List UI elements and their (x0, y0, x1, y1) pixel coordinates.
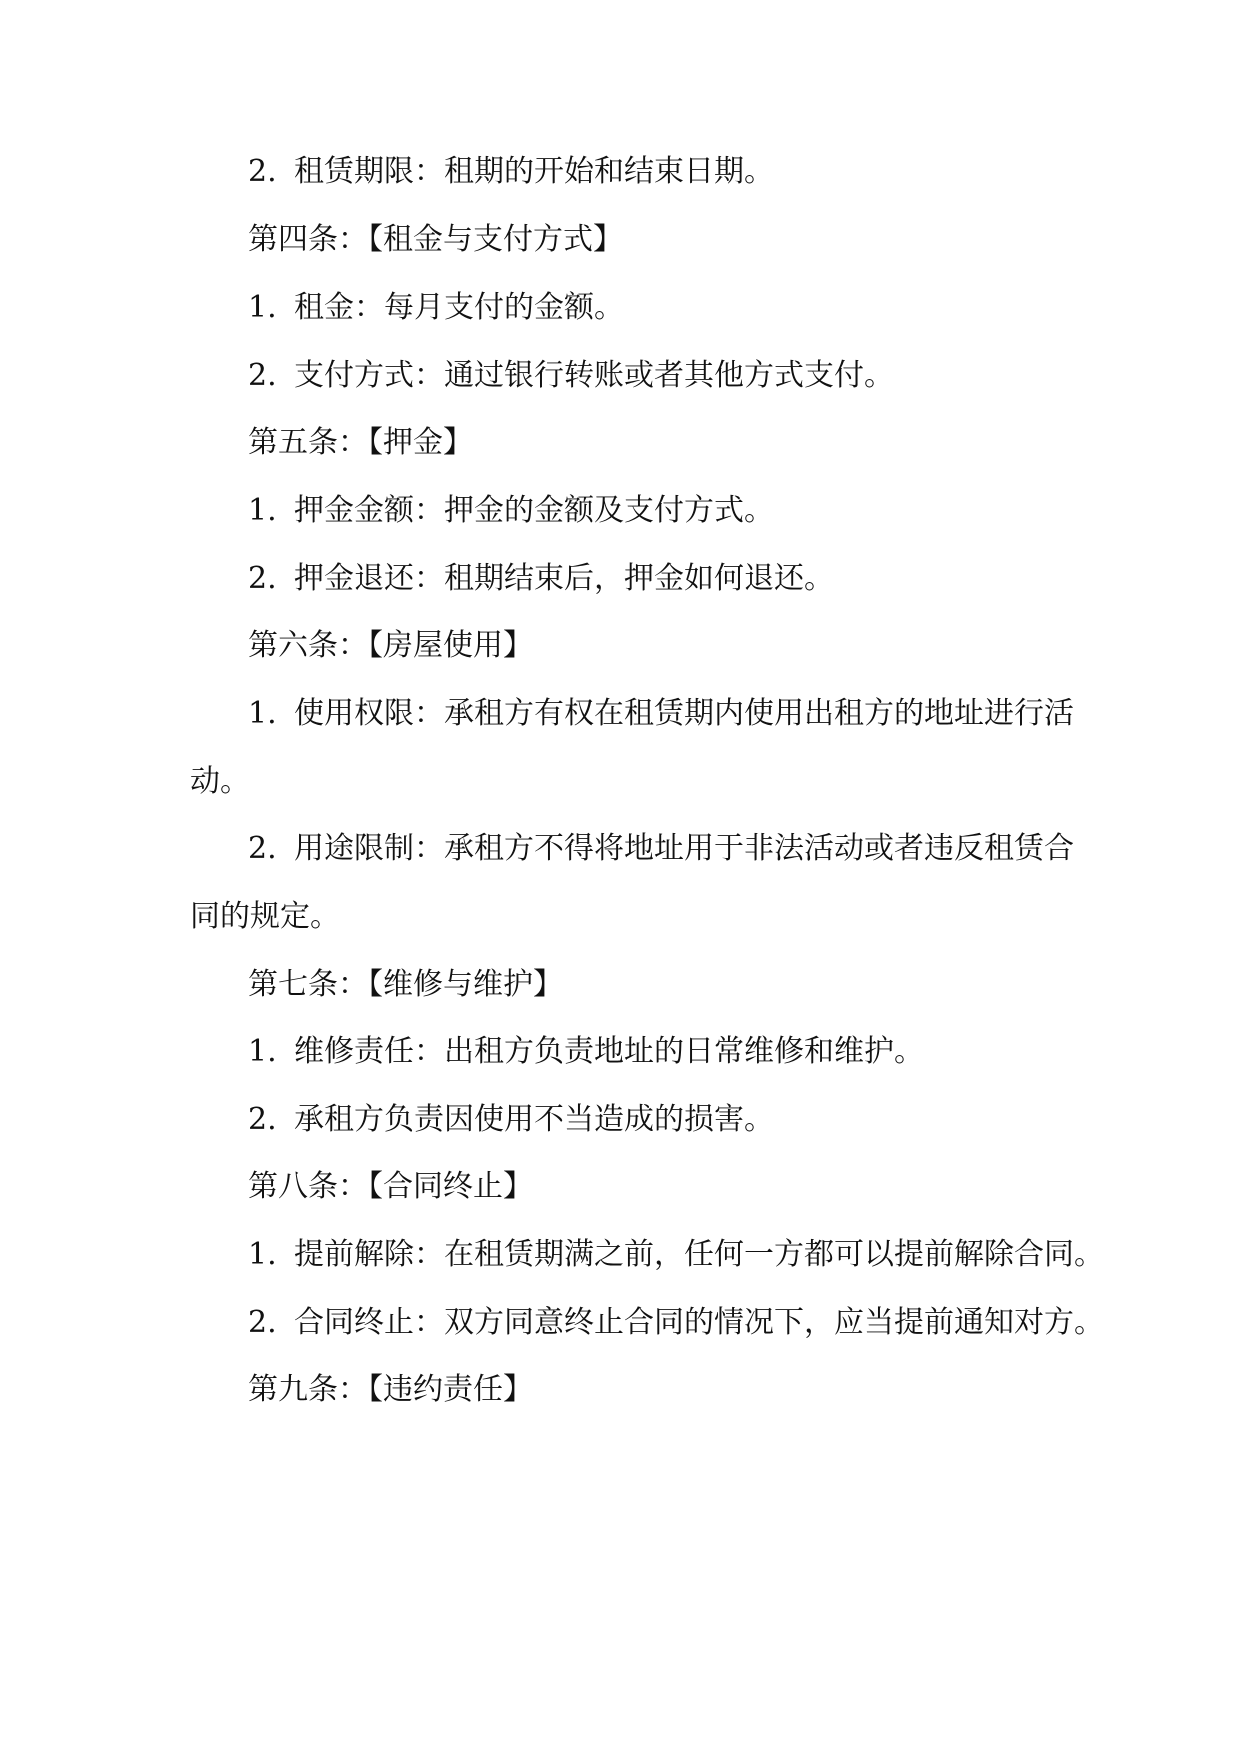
heading-text: 第四条：【租金与支付方式】 (248, 222, 623, 257)
item-text: 支付方式：通过银行转账或者其他方式支付。 (294, 358, 894, 393)
item-number: 2. (248, 831, 277, 866)
clause-item (0, 1235, 1241, 1275)
article-heading (0, 220, 1241, 260)
article-heading (0, 965, 1241, 1005)
article-heading (0, 626, 1241, 666)
clause-continuation (0, 897, 1241, 937)
item-number: 1. (248, 1237, 277, 1272)
heading-text: 第九条：【违约责任】 (248, 1372, 533, 1407)
heading-text: 第八条：【合同终止】 (248, 1169, 533, 1204)
clause-item (0, 491, 1241, 531)
item-number: 1. (248, 493, 277, 528)
item-number: 1. (248, 1034, 277, 1069)
article-heading (0, 1167, 1241, 1207)
heading-text: 第七条：【维修与维护】 (248, 967, 563, 1002)
item-text: 提前解除：在租赁期满之前，任何一方都可以提前解除合同。 (294, 1237, 1104, 1272)
clause-item (0, 1303, 1241, 1343)
clause-item (0, 356, 1241, 396)
heading-text: 第六条：【房屋使用】 (248, 628, 533, 663)
clause-continuation (0, 762, 1241, 802)
item-number: 2. (248, 358, 277, 393)
item-text: 租金：每月支付的金额。 (294, 290, 624, 325)
item-text: 承租方负责因使用不当造成的损害。 (294, 1102, 774, 1137)
clause-item (0, 694, 1241, 734)
item-text: 租赁期限：租期的开始和结束日期。 (294, 154, 774, 189)
item-number: 2. (248, 561, 277, 596)
item-number: 1. (248, 696, 277, 731)
item-text: 押金退还：租期结束后，押金如何退还。 (294, 561, 834, 596)
clause-item (0, 829, 1241, 869)
article-heading (0, 1370, 1241, 1410)
clause-item (0, 559, 1241, 599)
item-text: 用途限制：承租方不得将地址用于非法活动或者违反租赁合 (294, 831, 1074, 866)
item-text: 使用权限：承租方有权在租赁期内使用出租方的地址进行活 (294, 696, 1074, 731)
item-text: 押金金额：押金的金额及支付方式。 (294, 493, 774, 528)
heading-text: 第五条：【押金】 (248, 425, 473, 460)
item-number: 1. (248, 290, 277, 325)
clause-item (0, 152, 1241, 192)
continuation-text: 同的规定。 (190, 899, 340, 934)
continuation-text: 动。 (190, 764, 250, 799)
article-heading (0, 423, 1241, 463)
clause-item (0, 1032, 1241, 1072)
item-number: 2. (248, 1102, 277, 1137)
item-text: 维修责任：出租方负责地址的日常维修和维护。 (294, 1034, 924, 1069)
clause-item (0, 1100, 1241, 1140)
item-text: 合同终止：双方同意终止合同的情况下，应当提前通知对方。 (294, 1305, 1104, 1340)
clause-item (0, 288, 1241, 328)
item-number: 2. (248, 1305, 277, 1340)
item-number: 2. (248, 154, 277, 189)
